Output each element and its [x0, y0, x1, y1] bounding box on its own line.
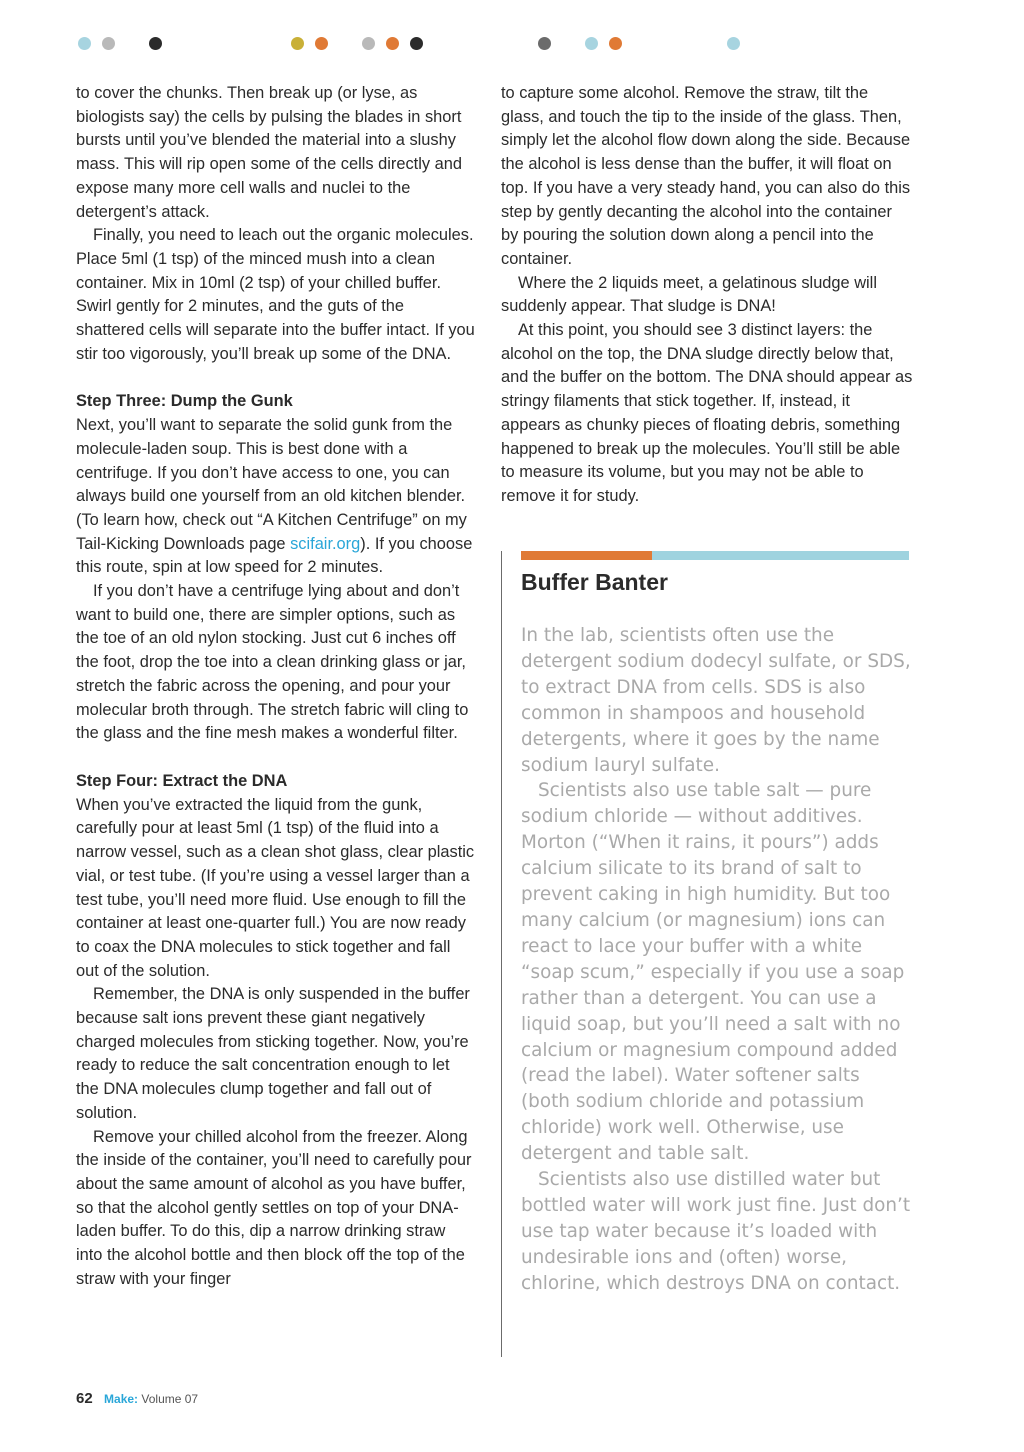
page-number: 62 — [76, 1390, 93, 1407]
decorative-dot-row — [0, 37, 1024, 53]
body-paragraph: to capture some alcohol. Remove the straw, tilt the glass, and touch the tip to the inside of the glass. Then, simply let the alcohol flow down along the side. Because the alcohol is less dense than the buffer, it will float on top. If you have a very steady hand, you can also do this step by gently decanting the alcohol into the container by pouring the solution down along a pencil into the container. — [501, 84, 911, 268]
body-paragraph: Where the 2 liquids meet, a gelatinous sludge will suddenly appear. That sludge is DNA! — [501, 273, 877, 316]
decorative-dot — [149, 37, 162, 50]
sidebar-paragraph: Scientists also use table salt — pure sodium chloride — without additives. Morton (“When it rains, it pours”) adds calcium silicate to its brand of salt to prevent caking in high humidity. But too many calcium (or magnesium) ions can react to lace your buffer with a white “soap scum,” especially if you use a soap rather than a detergent. You can use a liquid soap, but you’ll need a salt with no calcium or magnesium compound added (read the label). Water softener salts (both sodium chloride and potassium chloride) work well. Otherwise, use detergent and table salt. — [521, 780, 905, 1165]
sidebar-paragraph: Scientists also use distilled water but bottled water will work just fine. Just don’t use tap water because it’s loaded with undesirable ions and (often) worse, chlorine, which destroys DNA on contact. — [521, 1169, 911, 1294]
body-paragraph: When you’ve extracted the liquid from the gunk, carefully pour at least 5ml (1 tsp) of the fluid into a narrow vessel, such as a clean shot glass, clear plastic vial, or test tube. (If you’re using a vessel larger than a test tube, you’ll need more fluid. Use enough to fill the container at least one-quarter full.) You are now ready to coax the DNA molecules to stick together and fall out of the solution. — [76, 795, 475, 980]
sidebar-rule — [501, 551, 502, 1357]
magazine-brand: Make: — [104, 1392, 139, 1406]
body-paragraph: If you don’t have a centrifuge lying about and don’t want to build one, there are simpler options, such as the toe of an old nylon stocking. Just cut 6 inches off the foot, drop the toe into a clean drinking glass or jar, stretch the fabric across the opening, and pour your molecular broth through. The stretch fabric will cling to the glass and the fine mesh makes a wonderful filter. — [76, 582, 469, 743]
body-paragraph: Next, you’ll want to separate the solid gunk from the molecule-laden soup. This is best done with a centrifuge. If you don’t have access to one, you can always build one yourself from an old kitchen blender. (To learn how, check out “A Kitchen Centrifuge” on my Tail-Kicking Downloads page scifair.org). If you choose this route, spin at low speed for 2 minutes. — [76, 416, 473, 577]
decorative-dot — [410, 37, 423, 50]
left-column — [76, 82, 476, 1291]
decorative-dot — [609, 37, 622, 50]
decorative-dot — [362, 37, 375, 50]
body-paragraph: Remember, the DNA is only suspended in the buffer because salt ions prevent these giant negatively charged molecules from sticking together. Now, you’re ready to reduce the salt concentration enough to let the DNA molecules clump together and fall out of solution. — [76, 985, 470, 1122]
right-column — [501, 82, 913, 509]
body-paragraph: At this point, you should see 3 distinct layers: the alcohol on the top, the DNA sludge directly below that, and the buffer on the bottom. The DNA should appear as stringy filaments that stick together. If, instead, it appears as chunky pieces of floating debris, something happened to break up the molecules. You’ll still be able to measure its volume, but you may not be able to remove it for study. — [501, 321, 913, 505]
decorative-dot — [102, 37, 115, 50]
volume-label: Volume 07 — [141, 1392, 199, 1406]
sidebar-body — [521, 623, 911, 1297]
decorative-dot — [538, 37, 551, 50]
decorative-dot — [315, 37, 328, 50]
sidebar-accent-bar-orange — [521, 551, 652, 560]
section-heading-step-three: Step Three: Dump the Gunk — [76, 392, 293, 411]
body-paragraph: Remove your chilled alcohol from the freezer. Along the inside of the container, you’ll need to carefully pour about the same amount of alcohol as you have buffer, so that the alcohol gently settles on top of your DNA-laden buffer. To do this, dip a narrow drinking straw into the alcohol bottle and then block off the top of the straw with your finger — [76, 1127, 472, 1288]
body-paragraph: Finally, you need to leach out the organic molecules. Place 5ml (1 tsp) of the minced mush into a clean container. Mix in 10ml (2 tsp) of your chilled buffer. Swirl gently for 2 minutes, and the guts of the shattered cells will separate into the buffer intact. If you stir too vigorously, you’ll break up some of the DNA. — [76, 226, 475, 363]
decorative-dot — [291, 37, 304, 50]
decorative-dot — [727, 37, 740, 50]
sidebar-accent-bar-blue — [652, 551, 909, 560]
scifair-link[interactable]: scifair.org — [290, 534, 361, 553]
sidebar-title: Buffer Banter — [521, 569, 668, 595]
decorative-dot — [78, 37, 91, 50]
sidebar-paragraph: In the lab, scientists often use the detergent sodium dodecyl sulfate, or SDS, to extract DNA from cells. SDS is also common in shampoos and household detergents, where it goes by the name sodium lauryl sulfate. — [521, 625, 911, 776]
section-heading-step-four: Step Four: Extract the DNA — [76, 771, 288, 790]
decorative-dot — [585, 37, 598, 50]
body-paragraph: to cover the chunks. Then break up (or lyse, as biologists say) the cells by pulsing the blades in short bursts until you’ve blended the material into a slushy mass. This will rip open some of the cells directly and expose many more cell walls and nuclei to the detergent’s attack. — [76, 84, 462, 221]
decorative-dot — [386, 37, 399, 50]
page-footer — [76, 1390, 198, 1407]
